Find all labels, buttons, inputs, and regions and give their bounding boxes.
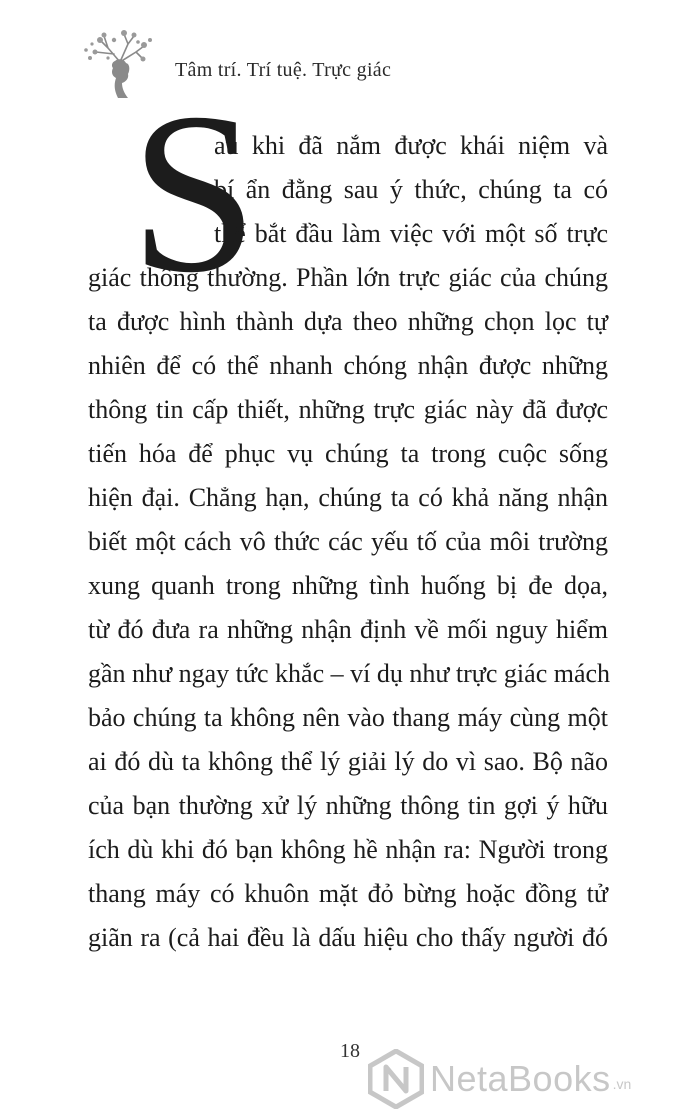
netabooks-n-logo-icon xyxy=(368,1049,424,1109)
text-line: giãn ra (cả hai đều là dấu hiệu cho thấy người đó xyxy=(88,923,608,952)
running-head-title: Tâm trí. Trí tuệ. Trực giác xyxy=(175,59,392,81)
text-line: thông tin cấp thiết, những trực giác này đã được xyxy=(88,395,608,424)
text-line: gần như ngay tức khắc – ví dụ như trực giác mách xyxy=(88,659,611,688)
text-line: ai đó dù ta không thể lý giải lý do vì sao. Bộ não xyxy=(88,747,608,776)
watermark-brand: NetaBooks xyxy=(430,1058,611,1099)
text-line: từ đó đưa ra những nhận định về mối nguy hiểm xyxy=(88,615,608,644)
text-line: xung quanh trong những tình huống bị đe dọa, xyxy=(88,571,608,600)
watermark-tld: .vn xyxy=(612,1076,632,1092)
watermark xyxy=(368,1044,631,1114)
text-line: bí ẩn đằng sau ý thức, chúng ta có xyxy=(214,175,608,204)
text-line: thể bắt đầu làm việc với một số trực xyxy=(214,219,608,248)
text-line: biết một cách vô thức các yếu tố của môi trường xyxy=(88,527,608,556)
drop-cap: S xyxy=(130,65,258,320)
text-line: của bạn thường xử lý những thông tin gợi ý hữu xyxy=(88,791,608,820)
text-line: hiện đại. Chẳng hạn, chúng ta có khả năng nhận xyxy=(88,483,608,512)
text-line: bảo chúng ta không nên vào thang máy cùng một xyxy=(88,703,608,732)
text-line: ta được hình thành dựa theo những chọn lọc tự xyxy=(88,307,608,336)
text-line: tiến hóa để phục vụ chúng ta trong cuộc sống xyxy=(88,439,608,468)
page-number: 18 xyxy=(340,1040,360,1062)
text-line: giác thông thường. Phần lớn trực giác của chúng xyxy=(88,263,608,292)
text-line: thang máy có khuôn mặt đỏ bừng hoặc đồng tử xyxy=(88,879,608,908)
text-line: nhiên để có thể nhanh chóng nhận được những xyxy=(88,351,608,380)
text-line: ích dù khi đó bạn không hề nhận ra: Người trong xyxy=(88,835,608,864)
text-line: au khi đã nắm được khái niệm và xyxy=(214,131,608,160)
